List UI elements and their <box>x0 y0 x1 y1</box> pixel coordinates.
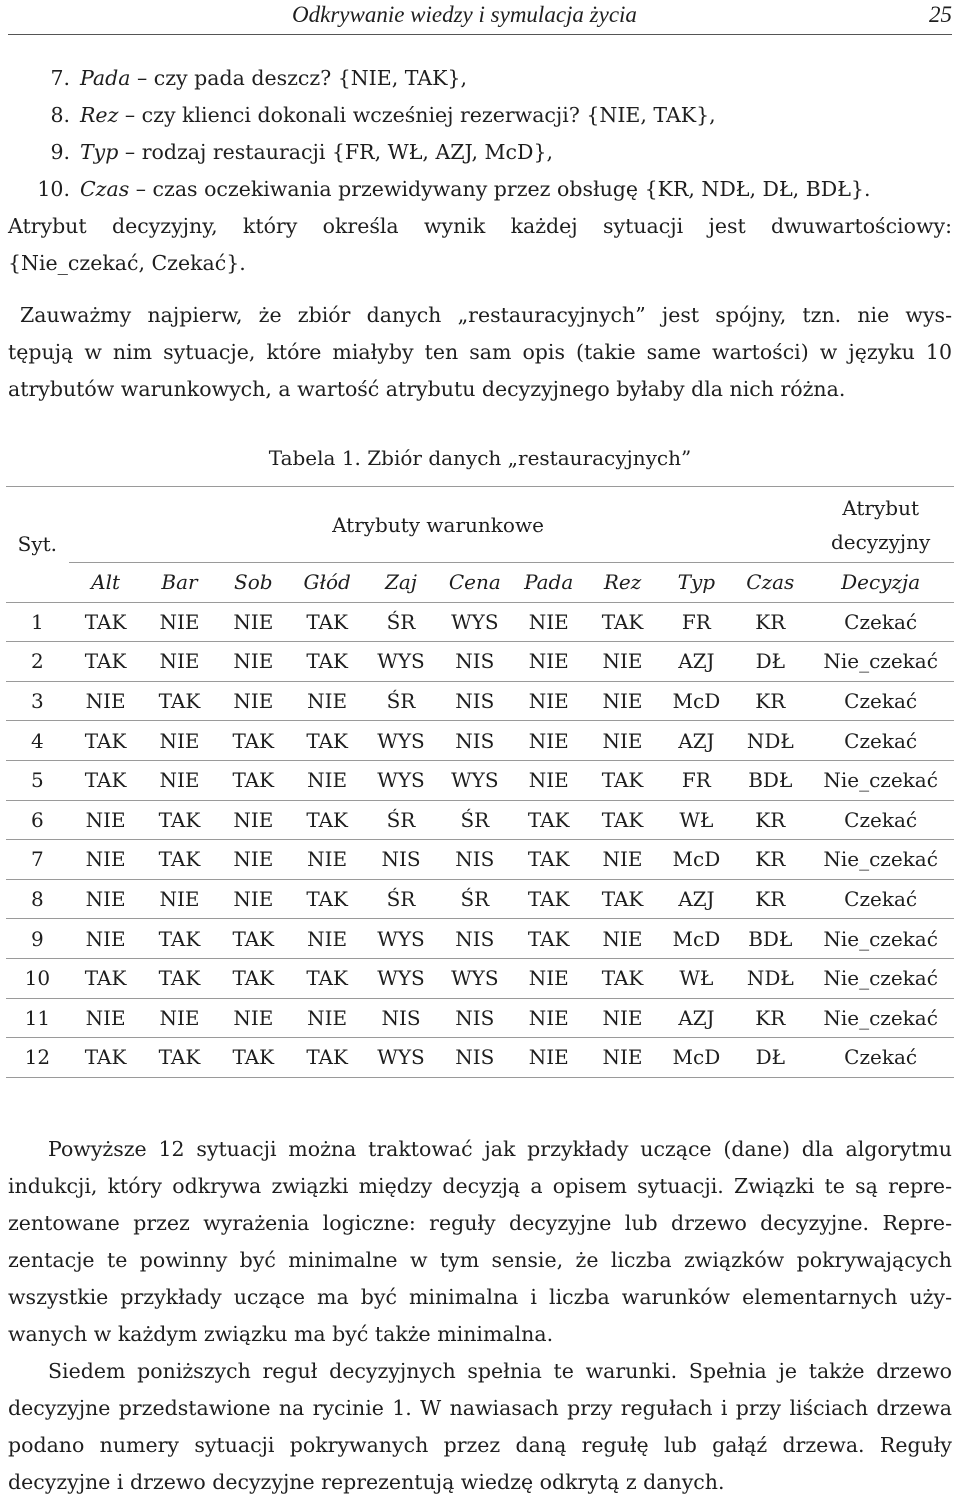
table-cell: NIS <box>438 919 512 959</box>
table-cell: TAK <box>586 760 660 800</box>
table-cell: KR <box>733 998 807 1038</box>
table-cell: TAK <box>586 800 660 840</box>
table-cell: McD <box>659 681 733 721</box>
table-cell: NDŁ <box>733 958 807 998</box>
table-cell: TAK <box>69 760 143 800</box>
table-cell: ŚR <box>364 879 438 919</box>
table-cell: TAK <box>216 1038 290 1078</box>
table-cell: NIE <box>143 642 217 682</box>
table-column-header-row <box>6 563 954 603</box>
table-cell: TAK <box>69 1038 143 1078</box>
column-header: Cena <box>438 563 512 603</box>
table-cell: NIE <box>586 1038 660 1078</box>
column-header: Rez <box>586 563 660 603</box>
table-cell: TAK <box>290 958 364 998</box>
table-cell: TAK <box>143 681 217 721</box>
situation-number-cell: 7 <box>6 840 69 880</box>
table-cell: WYS <box>364 760 438 800</box>
table-cell: NIE <box>290 760 364 800</box>
list-item: 7. Pada – czy pada deszcz? {NIE, TAK}, <box>50 66 468 90</box>
table-cell: NIE <box>216 681 290 721</box>
list-item: 9. Typ – rodzaj restauracji {FR, WŁ, AZJ, McD}, <box>50 140 554 164</box>
table-cell: WŁ <box>659 800 733 840</box>
table-cell: WYS <box>364 642 438 682</box>
situation-number-cell: 12 <box>6 1038 69 1078</box>
column-header: Zaj <box>364 563 438 603</box>
decision-cell: Nie_czekać <box>807 760 954 800</box>
table-cell: NIE <box>143 760 217 800</box>
table-cell: WYS <box>438 602 512 642</box>
table-cell: NIE <box>586 721 660 761</box>
table-cell: NIE <box>216 602 290 642</box>
table-cell: NIE <box>512 602 586 642</box>
table-cell: TAK <box>290 602 364 642</box>
table-cell: NIE <box>290 998 364 1038</box>
table-cell: NIE <box>69 681 143 721</box>
table-row <box>6 681 954 721</box>
decision-cell: Nie_czekać <box>807 642 954 682</box>
restaurant-data-table <box>6 486 954 1078</box>
table-cell: TAK <box>290 642 364 682</box>
table-cell: NIE <box>216 642 290 682</box>
table-row <box>6 642 954 682</box>
table-body <box>6 602 954 1077</box>
table-row <box>6 998 954 1038</box>
decision-cell: Nie_czekać <box>807 998 954 1038</box>
table-cell: NIE <box>512 760 586 800</box>
situation-number-cell: 3 <box>6 681 69 721</box>
situation-number-cell: 4 <box>6 721 69 761</box>
table-cell: TAK <box>290 1038 364 1078</box>
table-cell: AZJ <box>659 721 733 761</box>
table-cell: KR <box>733 840 807 880</box>
table-cell: TAK <box>143 800 217 840</box>
table-cell: TAK <box>512 879 586 919</box>
table-cell: NIE <box>216 840 290 880</box>
table-cell: TAK <box>512 800 586 840</box>
situation-number-cell: 2 <box>6 642 69 682</box>
table-cell: NIS <box>438 1038 512 1078</box>
running-title: Odkrywanie wiedzy i symulacja życia <box>292 2 637 27</box>
decision-cell: Czekać <box>807 721 954 761</box>
table-cell: WYS <box>364 919 438 959</box>
table-cell: NIE <box>216 998 290 1038</box>
table-cell: NIE <box>143 721 217 761</box>
page-number: 25 <box>929 2 952 27</box>
list-item: 10. Czas – czas oczekiwania przewidywany przez obsługę {KR, NDŁ, DŁ, BDŁ}. <box>37 177 871 201</box>
table-cell: FR <box>659 602 733 642</box>
table-cell: KR <box>733 800 807 840</box>
situation-number-cell: 5 <box>6 760 69 800</box>
table-row <box>6 1038 954 1078</box>
table-cell: NIS <box>438 998 512 1038</box>
table-cell: NIE <box>512 958 586 998</box>
table-cell: NIE <box>586 919 660 959</box>
situation-number-cell: 1 <box>6 602 69 642</box>
table-row <box>6 602 954 642</box>
column-header: Decyzja <box>807 563 954 603</box>
table-cell: DŁ <box>733 642 807 682</box>
column-header: Pada <box>512 563 586 603</box>
situation-number-cell: 8 <box>6 879 69 919</box>
table-cell: TAK <box>512 919 586 959</box>
table-cell: McD <box>659 840 733 880</box>
decision-cell: Czekać <box>807 602 954 642</box>
decision-cell: Czekać <box>807 681 954 721</box>
table-row <box>6 800 954 840</box>
decision-cell: Nie_czekać <box>807 919 954 959</box>
table-cell: AZJ <box>659 642 733 682</box>
table-cell: NIE <box>586 642 660 682</box>
table-cell: TAK <box>290 800 364 840</box>
table-row <box>6 879 954 919</box>
decision-cell: Czekać <box>807 800 954 840</box>
table-cell: WŁ <box>659 958 733 998</box>
table-cell: NIE <box>69 840 143 880</box>
table-cell: BDŁ <box>733 760 807 800</box>
table-cell: WYS <box>438 958 512 998</box>
table-cell: NIE <box>143 879 217 919</box>
table-cell: NIE <box>143 602 217 642</box>
table-row <box>6 760 954 800</box>
table-cell: NIE <box>69 998 143 1038</box>
table-cell: TAK <box>586 602 660 642</box>
table-cell: NIE <box>512 642 586 682</box>
table-cell: NIE <box>586 681 660 721</box>
table-cell: NIS <box>438 642 512 682</box>
table-cell: TAK <box>586 958 660 998</box>
table-cell: ŚR <box>364 800 438 840</box>
table-row <box>6 919 954 959</box>
table-cell: BDŁ <box>733 919 807 959</box>
decision-cell: Nie_czekać <box>807 840 954 880</box>
table-cell: TAK <box>143 840 217 880</box>
table-cell: TAK <box>586 879 660 919</box>
table-cell: NIE <box>290 840 364 880</box>
table-cell: ŚR <box>364 602 438 642</box>
table-cell: TAK <box>216 919 290 959</box>
table-cell: NIE <box>512 681 586 721</box>
table-cell: NDŁ <box>733 721 807 761</box>
decision-cell: Czekać <box>807 1038 954 1078</box>
table-cell: DŁ <box>733 1038 807 1078</box>
table-cell: WYS <box>364 1038 438 1078</box>
situation-number-cell: 6 <box>6 800 69 840</box>
table-cell: NIS <box>364 840 438 880</box>
table-cell: NIE <box>512 998 586 1038</box>
table-cell: AZJ <box>659 998 733 1038</box>
column-header: Sob <box>216 563 290 603</box>
table-cell: TAK <box>143 919 217 959</box>
situation-number-cell: 10 <box>6 958 69 998</box>
table-cell: TAK <box>69 721 143 761</box>
table-cell: TAK <box>512 840 586 880</box>
table-cell: NIE <box>216 800 290 840</box>
table-row <box>6 721 954 761</box>
table-cell: NIE <box>216 879 290 919</box>
table-cell: ŚR <box>364 681 438 721</box>
table-cell: TAK <box>69 958 143 998</box>
table-cell: McD <box>659 1038 733 1078</box>
table-cell: TAK <box>69 642 143 682</box>
consistency-paragraph: Zauważmy najpierw, że zbiór danych „restauracyjnych” jest spójny, tzn. nie wys- tępują w nim sytuacje, które miałyby ten sam opis (takie same wartości) w języku 10 atrybutów warunkowych, a wartość atrybutu decyzyjnego byłaby dla nich różna. <box>8 303 952 401</box>
table-cell: NIE <box>586 840 660 880</box>
table-cell: TAK <box>69 602 143 642</box>
table-cell: TAK <box>143 958 217 998</box>
table-cell: TAK <box>216 721 290 761</box>
table-cell: WYS <box>364 721 438 761</box>
table-cell: NIE <box>69 879 143 919</box>
table-group-header <box>6 487 954 563</box>
table-cell: NIS <box>438 681 512 721</box>
table-cell: KR <box>733 602 807 642</box>
table-cell: NIE <box>290 919 364 959</box>
page-header <box>8 0 952 35</box>
table-cell: TAK <box>290 879 364 919</box>
column-header: Typ <box>659 563 733 603</box>
table-row <box>6 840 954 880</box>
table-caption: Tabela 1. Zbiór danych „restauracyjnych” <box>268 446 692 470</box>
condition-attributes-header: Atrybuty warunkowe <box>69 487 808 563</box>
table-cell: NIE <box>69 800 143 840</box>
situation-column-header: Syt. <box>6 487 69 603</box>
column-header: Alt <box>69 563 143 603</box>
table-cell: NIE <box>512 721 586 761</box>
attribute-list <box>8 60 952 208</box>
table-cell: KR <box>733 681 807 721</box>
table-cell: NIE <box>290 681 364 721</box>
table-cell: NIE <box>512 1038 586 1078</box>
table-cell: TAK <box>143 1038 217 1078</box>
table-cell: TAK <box>216 760 290 800</box>
decision-rules-paragraph: Siedem poniższych reguł decyzyjnych spełnia te warunki. Spełnia je także drzewo decyzyjne przedstawione na rycinie 1. W nawiasach przy regułach i przy liściach drzewa podano numery sytuacji pokrywanych przez daną regułę lub gałąź drzewa. Reguły decyzyjne i drzewo decyzyjne reprezentują wiedzę odkrytą z danych. <box>8 1359 952 1494</box>
table-cell: TAK <box>216 958 290 998</box>
table-cell: WYS <box>438 760 512 800</box>
situation-number-cell: 11 <box>6 998 69 1038</box>
decision-attribute-paragraph: Atrybut decyzyjny, który określa wynik każdej sytuacji jest dwuwartościowy: {Nie_czekać, Czekać}. <box>8 214 952 275</box>
table-row <box>6 958 954 998</box>
training-examples-paragraph: Powyższe 12 sytuacji można traktować jak przykłady uczące (dane) dla algorytmu indukcji, który odkrywa związki między decyzją a opisem sytuacji. Związki te są repre- zentowane przez wyrażenia logiczne: reguły decyzyjne lub drzewo decyzyjne. Repre- zentacje te powinny być minimalne w tym sensie, że liczba związków pokrywających wszystkie przykłady uczące ma być minimalna i liczba warunków elementarnych uży- wanych w każdym związku ma być także minimalna. <box>8 1137 952 1346</box>
table-cell: NIS <box>438 721 512 761</box>
decision-cell: Czekać <box>807 879 954 919</box>
table-cell: NIS <box>364 998 438 1038</box>
table-cell: ŚR <box>438 800 512 840</box>
table-cell: ŚR <box>438 879 512 919</box>
situation-number-cell: 9 <box>6 919 69 959</box>
table-cell: KR <box>733 879 807 919</box>
table-cell: NIS <box>438 840 512 880</box>
table-cell: McD <box>659 919 733 959</box>
table-cell: TAK <box>290 721 364 761</box>
column-header: Bar <box>143 563 217 603</box>
table-cell: NIE <box>586 998 660 1038</box>
table-cell: NIE <box>69 919 143 959</box>
column-header: Głód <box>290 563 364 603</box>
table-cell: FR <box>659 760 733 800</box>
list-item: 8. Rez – czy klienci dokonali wcześniej rezerwacji? {NIE, TAK}, <box>50 103 716 127</box>
table-cell: WYS <box>364 958 438 998</box>
table-cell: AZJ <box>659 879 733 919</box>
table-cell: NIE <box>143 998 217 1038</box>
decision-cell: Nie_czekać <box>807 958 954 998</box>
decision-attribute-header: Atrybut decyzyjny <box>807 487 954 563</box>
column-header: Czas <box>733 563 807 603</box>
